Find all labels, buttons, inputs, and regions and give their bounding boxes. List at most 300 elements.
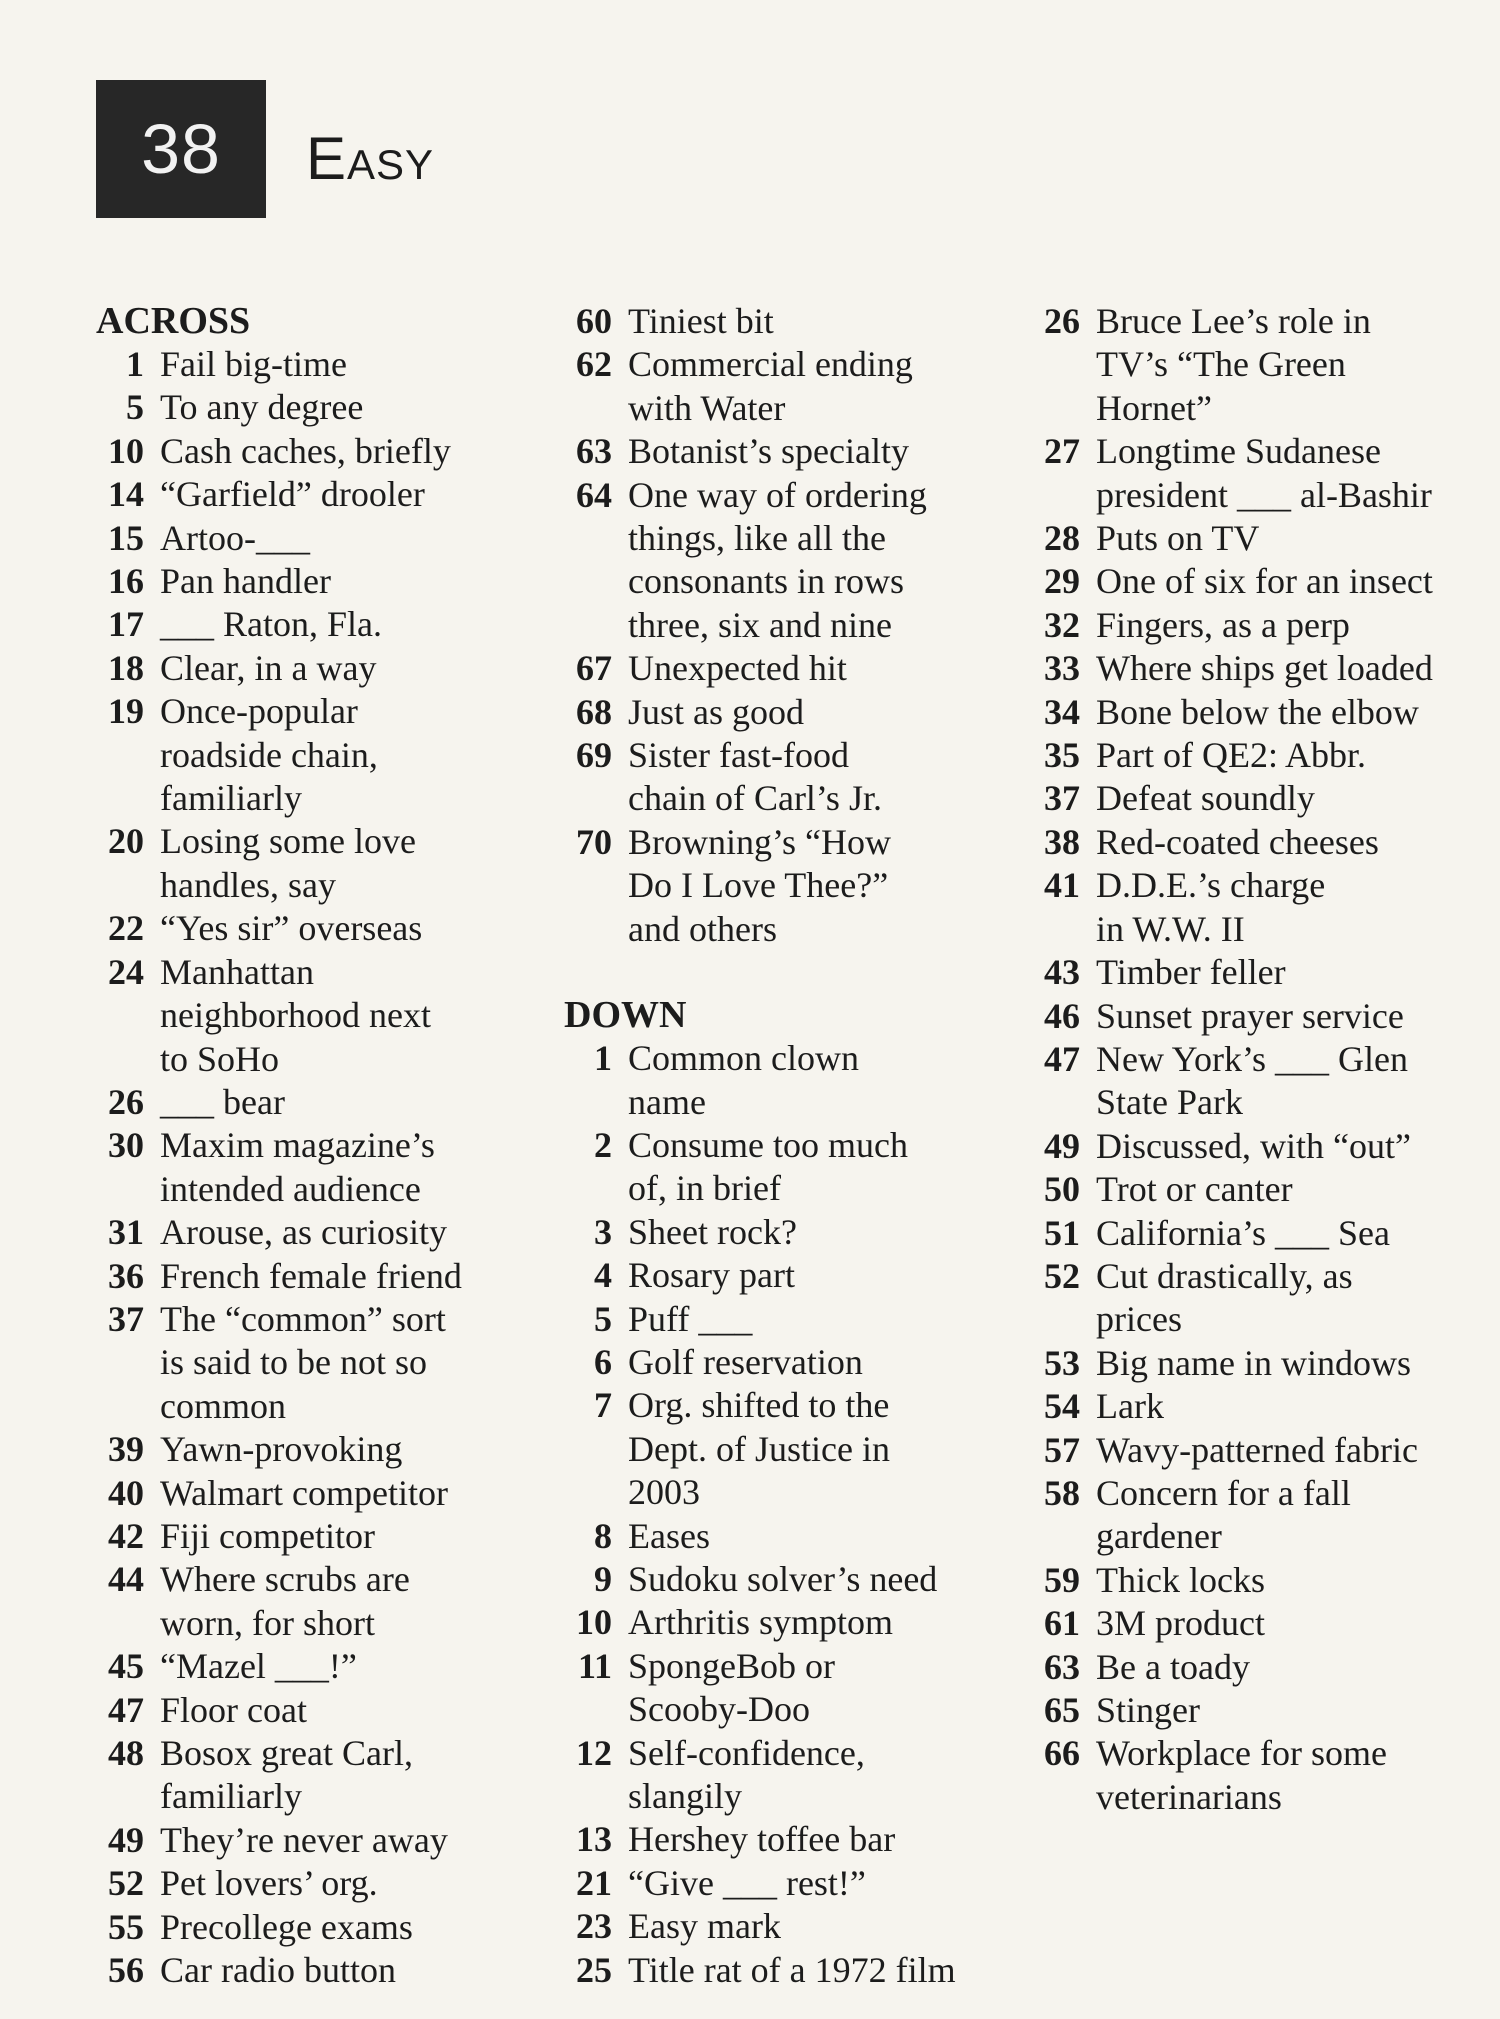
clue-number: 36 [108, 1255, 144, 1296]
clue-text [1096, 821, 1472, 864]
down-clue [1032, 1125, 1472, 1168]
clue-line: Longtime Sudanese [1096, 431, 1381, 472]
clue-text [628, 1732, 1004, 1819]
clue-text [1096, 995, 1472, 1038]
clue-text [160, 560, 536, 603]
clue-text [160, 1472, 536, 1515]
clue-text [160, 1949, 536, 1992]
clue-text [1096, 864, 1472, 951]
clue-text [628, 1298, 1004, 1341]
clue-text [160, 343, 536, 386]
clue-line: Eases [628, 1515, 710, 1556]
clue-text [160, 1645, 536, 1688]
down-heading: DOWN [564, 994, 687, 1037]
clue-line: “Give ___ rest!” [628, 1862, 866, 1903]
across-clue [96, 1906, 536, 1949]
clue-text [628, 1645, 1004, 1732]
clue-text [160, 1819, 536, 1862]
clue-line: Org. shifted to the [628, 1385, 890, 1426]
clue-text [160, 386, 536, 429]
clue-line: ___ Raton, Fla. [160, 604, 382, 645]
section-spacer [564, 951, 1004, 994]
clue-line: Tiniest bit [628, 301, 774, 341]
clue-number: 68 [576, 691, 612, 732]
clue-line: things, like all the [628, 518, 886, 559]
clue-text [160, 820, 536, 907]
clue-number: 48 [108, 1733, 144, 1773]
clue-line: Fingers, as a perp [1096, 604, 1350, 645]
down-clue [564, 1949, 1004, 1992]
clue-number: 37 [1044, 778, 1080, 819]
clue-line: The “common” sort [160, 1298, 446, 1339]
across-clue [96, 1255, 536, 1298]
clue-line: French female friend [160, 1255, 462, 1296]
clue-text [160, 1862, 536, 1905]
clue-line: Commercial ending [628, 344, 913, 385]
clue-line: of, in brief [628, 1168, 781, 1209]
clue-number: 9 [594, 1558, 612, 1599]
across-clue [96, 951, 536, 1081]
clue-line: Sudoku solver’s need [628, 1558, 938, 1599]
down-clue [1032, 821, 1472, 864]
clue-text [1096, 604, 1472, 647]
clue-line: Unexpected hit [628, 648, 847, 689]
clue-number: 10 [576, 1602, 612, 1643]
down-clue [1032, 1168, 1472, 1211]
across-clue [96, 820, 536, 907]
clue-line: slangily [628, 1776, 742, 1816]
clue-number: 54 [1044, 1386, 1080, 1427]
clue-line: Sheet rock? [628, 1211, 797, 1252]
clue-text [628, 1558, 1004, 1601]
clue-number: 59 [1044, 1559, 1080, 1600]
clue-text [1096, 300, 1472, 430]
across-clue [96, 1949, 536, 1992]
clue-number: 12 [576, 1732, 612, 1773]
down-clue [564, 1905, 1004, 1948]
clue-number: 52 [1044, 1255, 1080, 1296]
clue-number: 26 [1044, 301, 1080, 341]
clue-number: 49 [1044, 1125, 1080, 1166]
clue-number: 3 [594, 1211, 612, 1252]
clue-text [628, 691, 1004, 734]
clue-line: Defeat soundly [1096, 778, 1315, 819]
across-clue [96, 473, 536, 516]
clue-line: Where scrubs are [160, 1559, 410, 1600]
clue-text [1096, 1385, 1472, 1428]
clue-line: Puff ___ [628, 1298, 753, 1339]
clue-number: 63 [1044, 1646, 1080, 1687]
clue-text [1096, 1602, 1472, 1645]
across-clue [96, 1819, 536, 1862]
clue-text [628, 474, 1004, 648]
clue-text [1096, 1212, 1472, 1255]
clue-number: 66 [1044, 1733, 1080, 1774]
across-clue [564, 300, 1004, 343]
clue-line: and others [628, 908, 777, 949]
down-clue [1032, 864, 1472, 951]
down-clue [1032, 560, 1472, 603]
clue-line: Golf reservation [628, 1341, 863, 1382]
clue-number: 13 [576, 1819, 612, 1860]
puzzle-header [96, 80, 434, 218]
clue-number: 24 [108, 951, 144, 992]
clue-text [628, 1862, 1004, 1905]
down-clue [1032, 1255, 1472, 1342]
clue-line: Hornet” [1096, 387, 1212, 428]
clue-number: 60 [576, 301, 612, 341]
clue-text [1096, 430, 1472, 517]
across-clue [96, 603, 536, 646]
clue-line: Thick locks [1096, 1559, 1265, 1600]
clue-column-3 [1032, 300, 1472, 1819]
across-clue [564, 430, 1004, 473]
clue-line: Floor coat [160, 1689, 307, 1730]
clue-text [628, 1124, 1004, 1211]
clue-text [628, 1211, 1004, 1254]
clue-text [1096, 1255, 1472, 1342]
across-clue [96, 1428, 536, 1471]
clue-line: Just as good [628, 691, 805, 732]
clue-line: Trot or canter [1096, 1169, 1293, 1210]
clue-line: Title rat of a 1972 film [628, 1949, 956, 1990]
clue-text [160, 1732, 536, 1819]
clue-line: Manhattan [160, 951, 314, 992]
puzzle-number: 38 [96, 80, 266, 218]
down-clue [1032, 647, 1472, 690]
across-clue [96, 430, 536, 473]
clue-line: To any degree [160, 387, 364, 428]
clue-number: 17 [108, 604, 144, 645]
clue-line: California’s ___ Sea [1096, 1212, 1390, 1253]
clue-line: Puts on TV [1096, 518, 1260, 559]
across-clue [96, 1732, 536, 1819]
clue-line: with Water [628, 387, 786, 428]
clue-text [160, 1124, 536, 1211]
clue-line: New York’s ___ Glen [1096, 1038, 1409, 1079]
clue-number: 11 [577, 1645, 612, 1686]
clue-line: “Yes sir” overseas [160, 908, 423, 949]
clue-number: 63 [576, 431, 612, 472]
clue-number: 40 [108, 1472, 144, 1513]
clue-column-2 [564, 300, 1004, 1992]
clue-line: Maxim magazine’s [160, 1125, 435, 1166]
clue-line: three, six and nine [628, 604, 892, 645]
down-clue [1032, 1732, 1472, 1819]
clue-line: Consume too much [628, 1124, 908, 1165]
clue-number: 32 [1044, 604, 1080, 645]
clue-text [628, 343, 1004, 430]
clue-text [1096, 517, 1472, 560]
clue-line: One way of ordering [628, 474, 927, 515]
clue-number: 50 [1044, 1169, 1080, 1210]
across-clue [564, 821, 1004, 951]
clue-number: 19 [108, 691, 144, 732]
clue-text [160, 430, 536, 473]
clue-line: Sister fast-food [628, 735, 849, 776]
clue-number: 65 [1044, 1690, 1080, 1730]
clue-number: 67 [576, 648, 612, 689]
clue-line: Part of QE2: Abbr. [1096, 735, 1366, 776]
clue-number: 43 [1044, 952, 1080, 993]
clue-line: Arthritis symptom [628, 1602, 894, 1643]
clue-number: 5 [126, 387, 144, 428]
clue-number: 39 [108, 1429, 144, 1470]
clue-line: Browning’s “How [628, 821, 891, 862]
clue-number: 6 [594, 1341, 612, 1382]
across-clue [96, 1124, 536, 1211]
clue-text [160, 647, 536, 690]
clue-number: 41 [1044, 865, 1080, 906]
clue-number: 23 [576, 1906, 612, 1947]
clue-line: “Garfield” drooler [160, 474, 425, 515]
down-clue [564, 1862, 1004, 1905]
down-clue [1032, 1385, 1472, 1428]
clue-line: intended audience [160, 1168, 421, 1209]
clue-number: 33 [1044, 648, 1080, 689]
clue-text [160, 473, 536, 516]
clue-number: 10 [108, 430, 144, 471]
clue-text [1096, 647, 1472, 690]
down-clue [1032, 517, 1472, 560]
across-clue [564, 734, 1004, 821]
clue-text [160, 1298, 536, 1428]
across-clue [96, 1081, 536, 1124]
clue-line: Bone below the elbow [1096, 691, 1419, 732]
clue-text [160, 951, 536, 1081]
clue-line: Car radio button [160, 1950, 396, 1991]
clue-number: 69 [576, 735, 612, 776]
clue-line: name [628, 1081, 706, 1122]
clue-number: 35 [1044, 735, 1080, 776]
clue-text [628, 300, 1004, 343]
clue-line: Sunset prayer service [1096, 995, 1404, 1036]
clue-number: 47 [108, 1689, 144, 1730]
clue-line: Losing some love [160, 821, 416, 862]
clue-text [628, 647, 1004, 690]
clue-line: Concern for a fall [1096, 1472, 1351, 1513]
clue-text [160, 1255, 536, 1298]
clue-line: Botanist’s specialty [628, 431, 909, 472]
down-clue [564, 1818, 1004, 1861]
clue-number: 5 [594, 1298, 612, 1339]
clue-line: Do I Love Thee?” [628, 865, 889, 906]
clue-line: Artoo-___ [160, 517, 310, 558]
clue-text [628, 1818, 1004, 1861]
across-clue [96, 1558, 536, 1645]
down-clue [1032, 300, 1472, 430]
clue-line: Pan handler [160, 561, 331, 602]
clue-line: Discussed, with “out” [1096, 1125, 1411, 1166]
clue-line: Self-confidence, [628, 1732, 865, 1773]
clue-line: Fiji competitor [160, 1515, 375, 1556]
clue-text [160, 1428, 536, 1471]
clue-number: 61 [1044, 1603, 1080, 1644]
clue-column-1 [96, 300, 536, 1992]
clue-line: 3M product [1096, 1603, 1265, 1644]
down-clue [564, 1732, 1004, 1819]
clue-text [1096, 1646, 1472, 1689]
down-clue [1032, 1646, 1472, 1689]
clue-text [628, 1515, 1004, 1558]
clue-line: Walmart competitor [160, 1472, 448, 1513]
clue-number: 27 [1044, 431, 1080, 472]
clue-line: gardener [1096, 1516, 1222, 1557]
across-clue [564, 691, 1004, 734]
clue-line: handles, say [160, 864, 336, 905]
down-clue [564, 1298, 1004, 1341]
across-clue [564, 474, 1004, 648]
clue-line: Fail big-time [160, 344, 347, 384]
clue-number: 42 [108, 1515, 144, 1556]
clue-line: Easy mark [628, 1906, 781, 1947]
clue-number: 16 [108, 561, 144, 602]
clue-text [628, 821, 1004, 951]
clue-number: 45 [108, 1646, 144, 1687]
clue-text [628, 1254, 1004, 1297]
clue-line: One of six for an insect [1096, 561, 1433, 602]
clue-number: 22 [108, 908, 144, 949]
down-clue [564, 1124, 1004, 1211]
clue-line: Cut drastically, as [1096, 1255, 1353, 1296]
clue-number: 57 [1044, 1429, 1080, 1470]
clue-number: 1 [594, 1038, 612, 1079]
clue-number: 47 [1044, 1038, 1080, 1079]
clue-line: State Park [1096, 1082, 1243, 1123]
clue-line: in W.W. II [1096, 908, 1245, 949]
down-clue [1032, 430, 1472, 517]
clue-number: 1 [126, 344, 144, 384]
clue-line: veterinarians [1096, 1776, 1282, 1817]
down-clue [564, 1254, 1004, 1297]
clue-text [1096, 1125, 1472, 1168]
clue-text [160, 517, 536, 560]
clue-line: Yawn-provoking [160, 1429, 403, 1470]
clue-number: 55 [108, 1906, 144, 1947]
clue-line: Once-popular [160, 691, 358, 732]
clue-line: 2003 [628, 1472, 700, 1513]
down-clue [564, 1558, 1004, 1601]
across-clue [96, 343, 536, 386]
down-clue [564, 1384, 1004, 1514]
clue-line: Pet lovers’ org. [160, 1863, 378, 1904]
across-clue [96, 907, 536, 950]
clue-line: ___ bear [160, 1081, 285, 1122]
clue-line: familiarly [160, 1776, 302, 1817]
clue-text [1096, 1038, 1472, 1125]
clue-line: Arouse, as curiosity [160, 1212, 447, 1253]
clue-line: is said to be not so [160, 1342, 427, 1383]
across-heading: ACROSS [96, 300, 251, 342]
clue-text [160, 1906, 536, 1949]
clue-text [628, 1384, 1004, 1514]
clue-number: 21 [576, 1862, 612, 1903]
across-clue [96, 690, 536, 820]
clue-line: “Mazel ___!” [160, 1646, 357, 1687]
clue-line: worn, for short [160, 1602, 375, 1643]
clue-line: Precollege exams [160, 1906, 413, 1947]
across-clue [96, 1515, 536, 1558]
clue-number: 25 [576, 1949, 612, 1990]
clue-number: 20 [108, 821, 144, 862]
clue-line: Big name in windows [1096, 1342, 1411, 1383]
across-clue [96, 1211, 536, 1254]
down-clue [564, 1601, 1004, 1644]
across-clue [96, 1298, 536, 1428]
clue-number: 8 [594, 1515, 612, 1556]
clue-line: Where ships get loaded [1096, 648, 1433, 689]
difficulty-label: Easy [306, 124, 435, 192]
clue-line: TV’s “The Green [1096, 344, 1346, 385]
clue-line: Bruce Lee’s role in [1096, 301, 1371, 341]
clue-number: 2 [594, 1124, 612, 1165]
down-clue [1032, 1212, 1472, 1255]
across-clue [96, 647, 536, 690]
clue-number: 7 [594, 1385, 612, 1426]
clue-line: Red-coated cheeses [1096, 821, 1379, 862]
clue-number: 64 [576, 474, 612, 515]
clue-text [628, 430, 1004, 473]
clue-line: Cash caches, briefly [160, 430, 451, 471]
clue-line: common [160, 1385, 286, 1426]
clue-line: Hershey toffee bar [628, 1819, 896, 1860]
clue-line: Lark [1096, 1386, 1164, 1427]
clue-line: prices [1096, 1299, 1182, 1340]
clue-text [160, 1558, 536, 1645]
down-clue [1032, 1689, 1472, 1732]
down-clue [1032, 1472, 1472, 1559]
clue-line: president ___ al-Bashir [1096, 474, 1432, 515]
clue-line: Wavy-patterned fabric [1096, 1429, 1418, 1470]
clue-number: 52 [108, 1863, 144, 1904]
clue-number: 62 [576, 344, 612, 385]
clue-line: They’re never away [160, 1819, 448, 1860]
clue-text [628, 1601, 1004, 1644]
clue-number: 44 [108, 1559, 144, 1600]
clue-text [1096, 1429, 1472, 1472]
clue-number: 34 [1044, 691, 1080, 732]
across-clue [564, 343, 1004, 430]
clue-text [628, 1037, 1004, 1124]
clue-number: 26 [108, 1081, 144, 1122]
across-clue [96, 1645, 536, 1688]
clue-text [1096, 1559, 1472, 1602]
clue-number: 53 [1044, 1342, 1080, 1383]
across-clue [96, 560, 536, 603]
clue-text [628, 1905, 1004, 1948]
clue-line: Common clown [628, 1038, 859, 1079]
clue-text [160, 690, 536, 820]
clue-text [1096, 1472, 1472, 1559]
down-clue [1032, 1342, 1472, 1385]
clue-number: 14 [108, 474, 144, 515]
down-clue [1032, 995, 1472, 1038]
down-clue [564, 1211, 1004, 1254]
clue-line: familiarly [160, 778, 302, 819]
clue-text [1096, 691, 1472, 734]
clue-line: Bosox great Carl, [160, 1733, 413, 1773]
clue-text [628, 1949, 1004, 1992]
across-clue [96, 386, 536, 429]
clue-text [1096, 1732, 1472, 1819]
clue-text [1096, 560, 1472, 603]
down-clue [564, 1645, 1004, 1732]
down-clue [1032, 691, 1472, 734]
clue-number: 38 [1044, 821, 1080, 862]
down-clue [1032, 951, 1472, 994]
clue-line: Scooby-Doo [628, 1689, 810, 1730]
clue-number: 70 [576, 821, 612, 862]
